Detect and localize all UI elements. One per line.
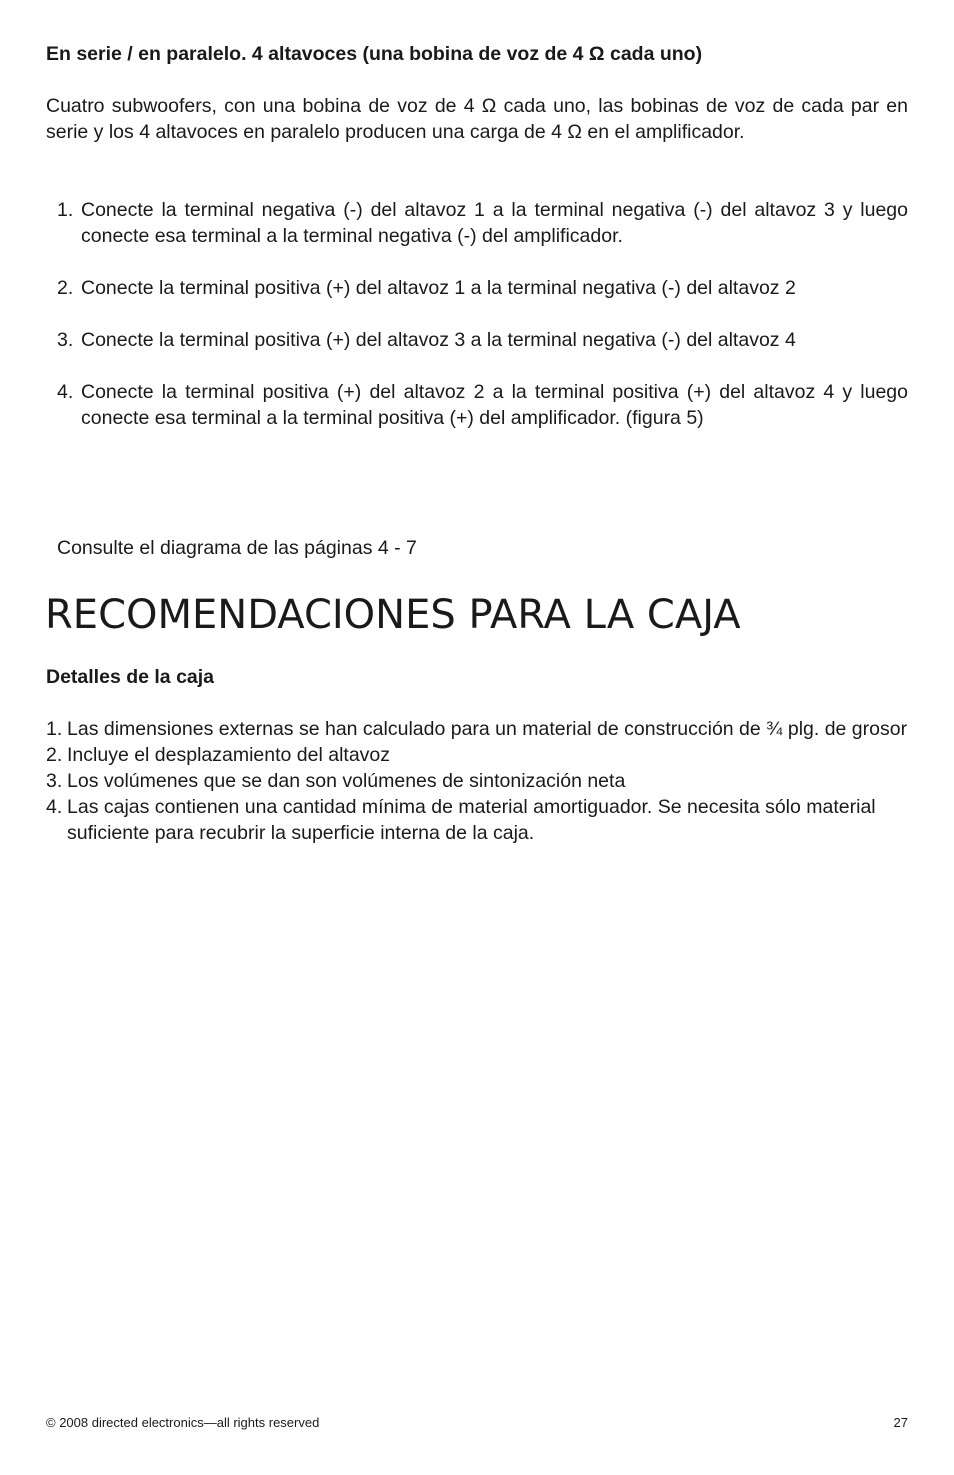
list-item — [46, 794, 908, 846]
step-text: Conecte la terminal negativa (-) del altavoz 1 a la terminal negativa (-) del altavoz 3 y luego conecte esa terminal a la terminal negativa (-) del amplificador. — [81, 199, 908, 247]
enclosure-details-heading: Detalles de la caja — [46, 666, 215, 688]
step-number: 4. — [57, 381, 74, 403]
page-title: RECOMENDACIONES PARA LA CAJA — [45, 592, 741, 638]
list-item — [57, 275, 908, 301]
step-number: 3. — [57, 329, 74, 351]
detail-number: 1. — [46, 718, 63, 740]
detail-number: 4. — [46, 796, 63, 818]
list-item — [46, 768, 908, 794]
footer-copyright: © 2008 directed electronics—all rights reserved — [46, 1415, 320, 1430]
list-item — [57, 327, 908, 353]
list-item — [46, 742, 908, 768]
list-item — [57, 379, 908, 431]
page-number: 27 — [893, 1415, 908, 1430]
detail-text: Las dimensiones externas se han calculado para un material de construcción de ¾ plg. de grosor — [67, 718, 908, 740]
detail-number: 2. — [46, 744, 63, 766]
section-heading: En serie / en paralelo. 4 altavoces (una bobina de voz de 4 Ω cada uno) — [46, 43, 703, 65]
diagram-reference: Consulte el diagrama de las páginas 4 - 7 — [57, 537, 417, 559]
step-number: 1. — [57, 199, 74, 221]
detail-text: Incluye el desplazamiento del altavoz — [67, 744, 391, 766]
step-number: 2. — [57, 277, 74, 299]
list-item — [57, 197, 908, 249]
list-item — [46, 716, 908, 742]
step-text: Conecte la terminal positiva (+) del altavoz 1 a la terminal negativa (-) del altavoz 2 — [81, 277, 796, 299]
step-text: Conecte la terminal positiva (+) del altavoz 3 a la terminal negativa (-) del altavoz 4 — [81, 329, 796, 351]
intro-paragraph: Cuatro subwoofers, con una bobina de voz de 4 Ω cada uno, las bobinas de voz de cada par en serie y los 4 altavoces en paralelo producen una carga de 4 Ω en el amplificador. — [46, 95, 908, 143]
detail-text: Las cajas contienen una cantidad mínima de material amortiguador. Se necesita sólo material suficiente para recubrir la superficie interna de la caja. — [67, 796, 876, 844]
step-text: Conecte la terminal positiva (+) del altavoz 2 a la terminal positiva (+) del altavoz 4 y luego conecte esa terminal a la terminal positiva (+) del amplificador. (figura 5) — [81, 381, 908, 429]
detail-number: 3. — [46, 770, 63, 792]
detail-text: Los volúmenes que se dan son volúmenes de sintonización neta — [67, 770, 626, 792]
enclosure-details-list — [46, 716, 908, 846]
wiring-steps-list — [57, 197, 908, 457]
